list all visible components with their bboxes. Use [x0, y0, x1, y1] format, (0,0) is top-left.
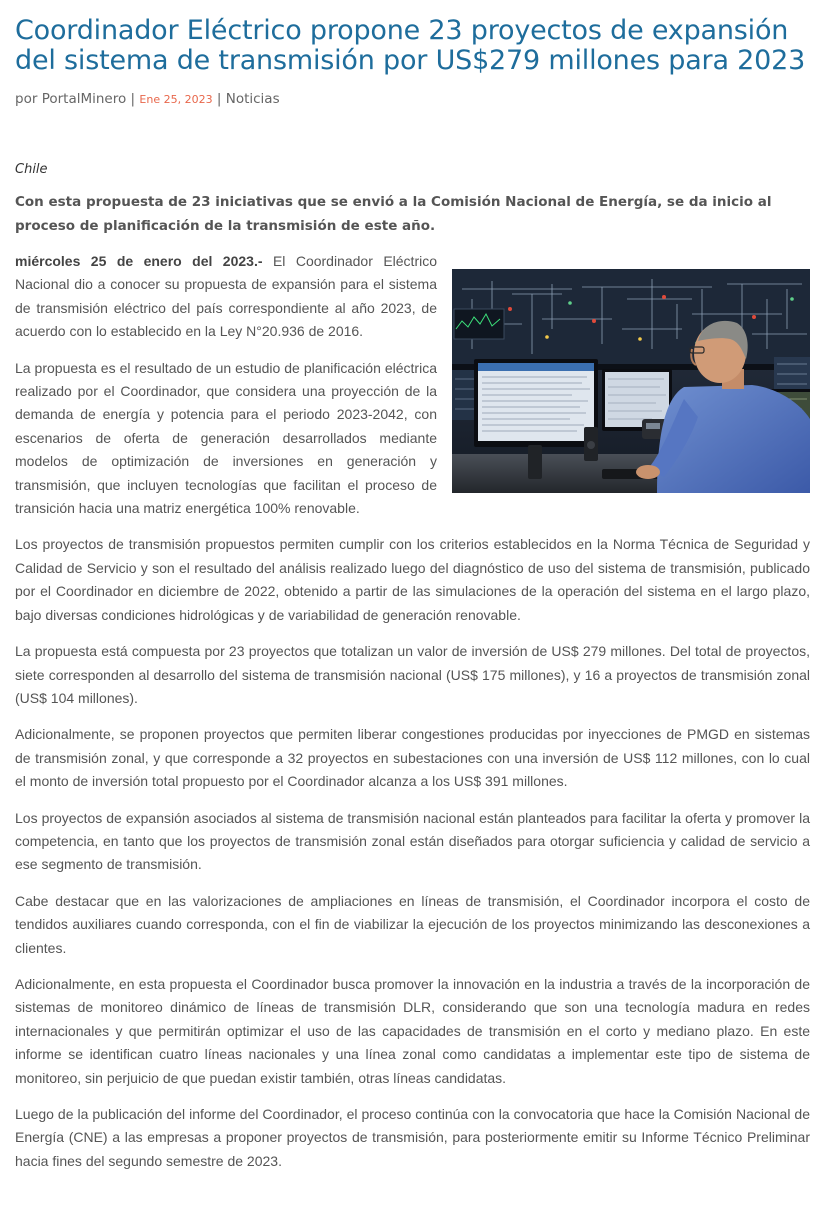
article-location: Chile	[15, 162, 48, 177]
paragraph: Adicionalmente, se proponen proyectos que permiten liberar congestiones producidas por inyecciones de PMGD en sistemas de transmisión zonal, y que corresponde a 32 proyectos en subestaciones con una inversión de US$ 112 millones, con lo cual el monto de inversión total propuesto por el Coordinador alcanza a los US$ 391 millones.	[15, 726, 810, 790]
author-link[interactable]: PortalMinero	[41, 91, 127, 107]
by-label: por	[15, 91, 38, 107]
article-lead: Con esta propuesta de 23 iniciativas que se envió a la Comisión Nacional de Energía, se da inicio al proceso de planificación de la transmisión de este año.	[15, 194, 772, 234]
paragraph: Luego de la publicación del informe del Coordinador, el proceso continúa con la convocatoria que hace la Comisión Nacional de Energía (CNE) a las empresas a proponer proyectos de transmisión, para posteriormente emitir su Informe Técnico Preliminar hacia fines del segundo semestre de 2023.	[15, 1106, 810, 1169]
control-room-photo	[452, 269, 810, 493]
article-meta	[15, 89, 810, 110]
dateline: miércoles 25 de enero del 2023.-	[15, 253, 263, 269]
paragraph: Cabe destacar que en las valorizaciones de ampliaciones en líneas de transmisión, el Coordinador incorpora el costo de tendidos auxiliares cuando corresponda, con el fin de viabilizar la ejecución de los proyectos minimizando las desconexiones a clientes.	[15, 892, 810, 956]
paragraph: Los proyectos de expansión asociados al sistema de transmisión nacional están planteados para facilitar la oferta y promover la competencia, en tanto que los proyectos de transmisión zonal están diseñados para otorgar suficiencia y calidad de servicio a ese segmento de transmisión.	[15, 809, 810, 873]
article-title: Coordinador Eléctrico propone 23 proyectos de expansión del sistema de transmisión por US$279 millones para 2023	[15, 15, 806, 76]
article-body	[15, 250, 810, 1173]
article	[15, 0, 810, 1186]
meta-separator: |	[216, 91, 222, 107]
meta-separator: |	[130, 91, 136, 107]
paragraph-text: El Coordinador Eléctrico Nacional dio a conocer su propuesta de expansión para el sistema de transmisión eléctrico del país correspondiente al año 2023, de acuerdo con lo establecido en la Ley N°20.936 de 2016.	[15, 253, 437, 340]
paragraph: Adicionalmente, en esta propuesta el Coordinador busca promover la innovación en la industria a través de la incorporación de sistemas de monitoreo dinámico de líneas de transmisión DLR, considerando que son una tecnología madura en redes internacionales y que permitirán optimizar el uso de las capacidades de transmisión en el corto y mediano plazo. En este informe se identifican cuatro líneas nacionales y una línea zonal como candidatas a implementar este tipo de sistema de monitoreo, sin perjuicio de que puedan existir también, otras líneas candidatas.	[15, 975, 810, 1086]
paragraph: La propuesta está compuesta por 23 proyectos que totalizan un valor de inversión de US$ 279 millones. Del total de proyectos, siete corresponden al desarrollo del sistema de transmisión nacional (US$ 175 millones), y 16 a proyectos de transmisión zonal (US$ 104 millones).	[15, 643, 810, 706]
publish-date: Ene 25, 2023	[139, 93, 213, 106]
category-link[interactable]: Noticias	[225, 91, 280, 107]
paragraph: Los proyectos de transmisión propuestos permiten cumplir con los criterios establecidos en la Norma Técnica de Seguridad y Calidad de Servicio y son el resultado del análisis realizado luego del diagnóstico de uso del sistema de transmisión, publicado por el Coordinador en diciembre de 2022, obtenido a partir de las simulaciones de la operación del sistema en el largo plazo, bajo diversas condiciones hidrológicas y de variabilidad de generación renovable.	[15, 536, 810, 623]
paragraph: La propuesta es el resultado de un estudio de planificación eléctrica realizado por el Coordinador, que considera una proyección de la demanda de energía y potencia para el periodo 2023-2042, con escenarios de oferta de generación desarrollados mediante modelos de optimización de inversiones en generación y transmisión, que incluyen tecnologías que facilitan el proceso de transición hacia una matriz energética 100% renovable.	[15, 359, 437, 517]
